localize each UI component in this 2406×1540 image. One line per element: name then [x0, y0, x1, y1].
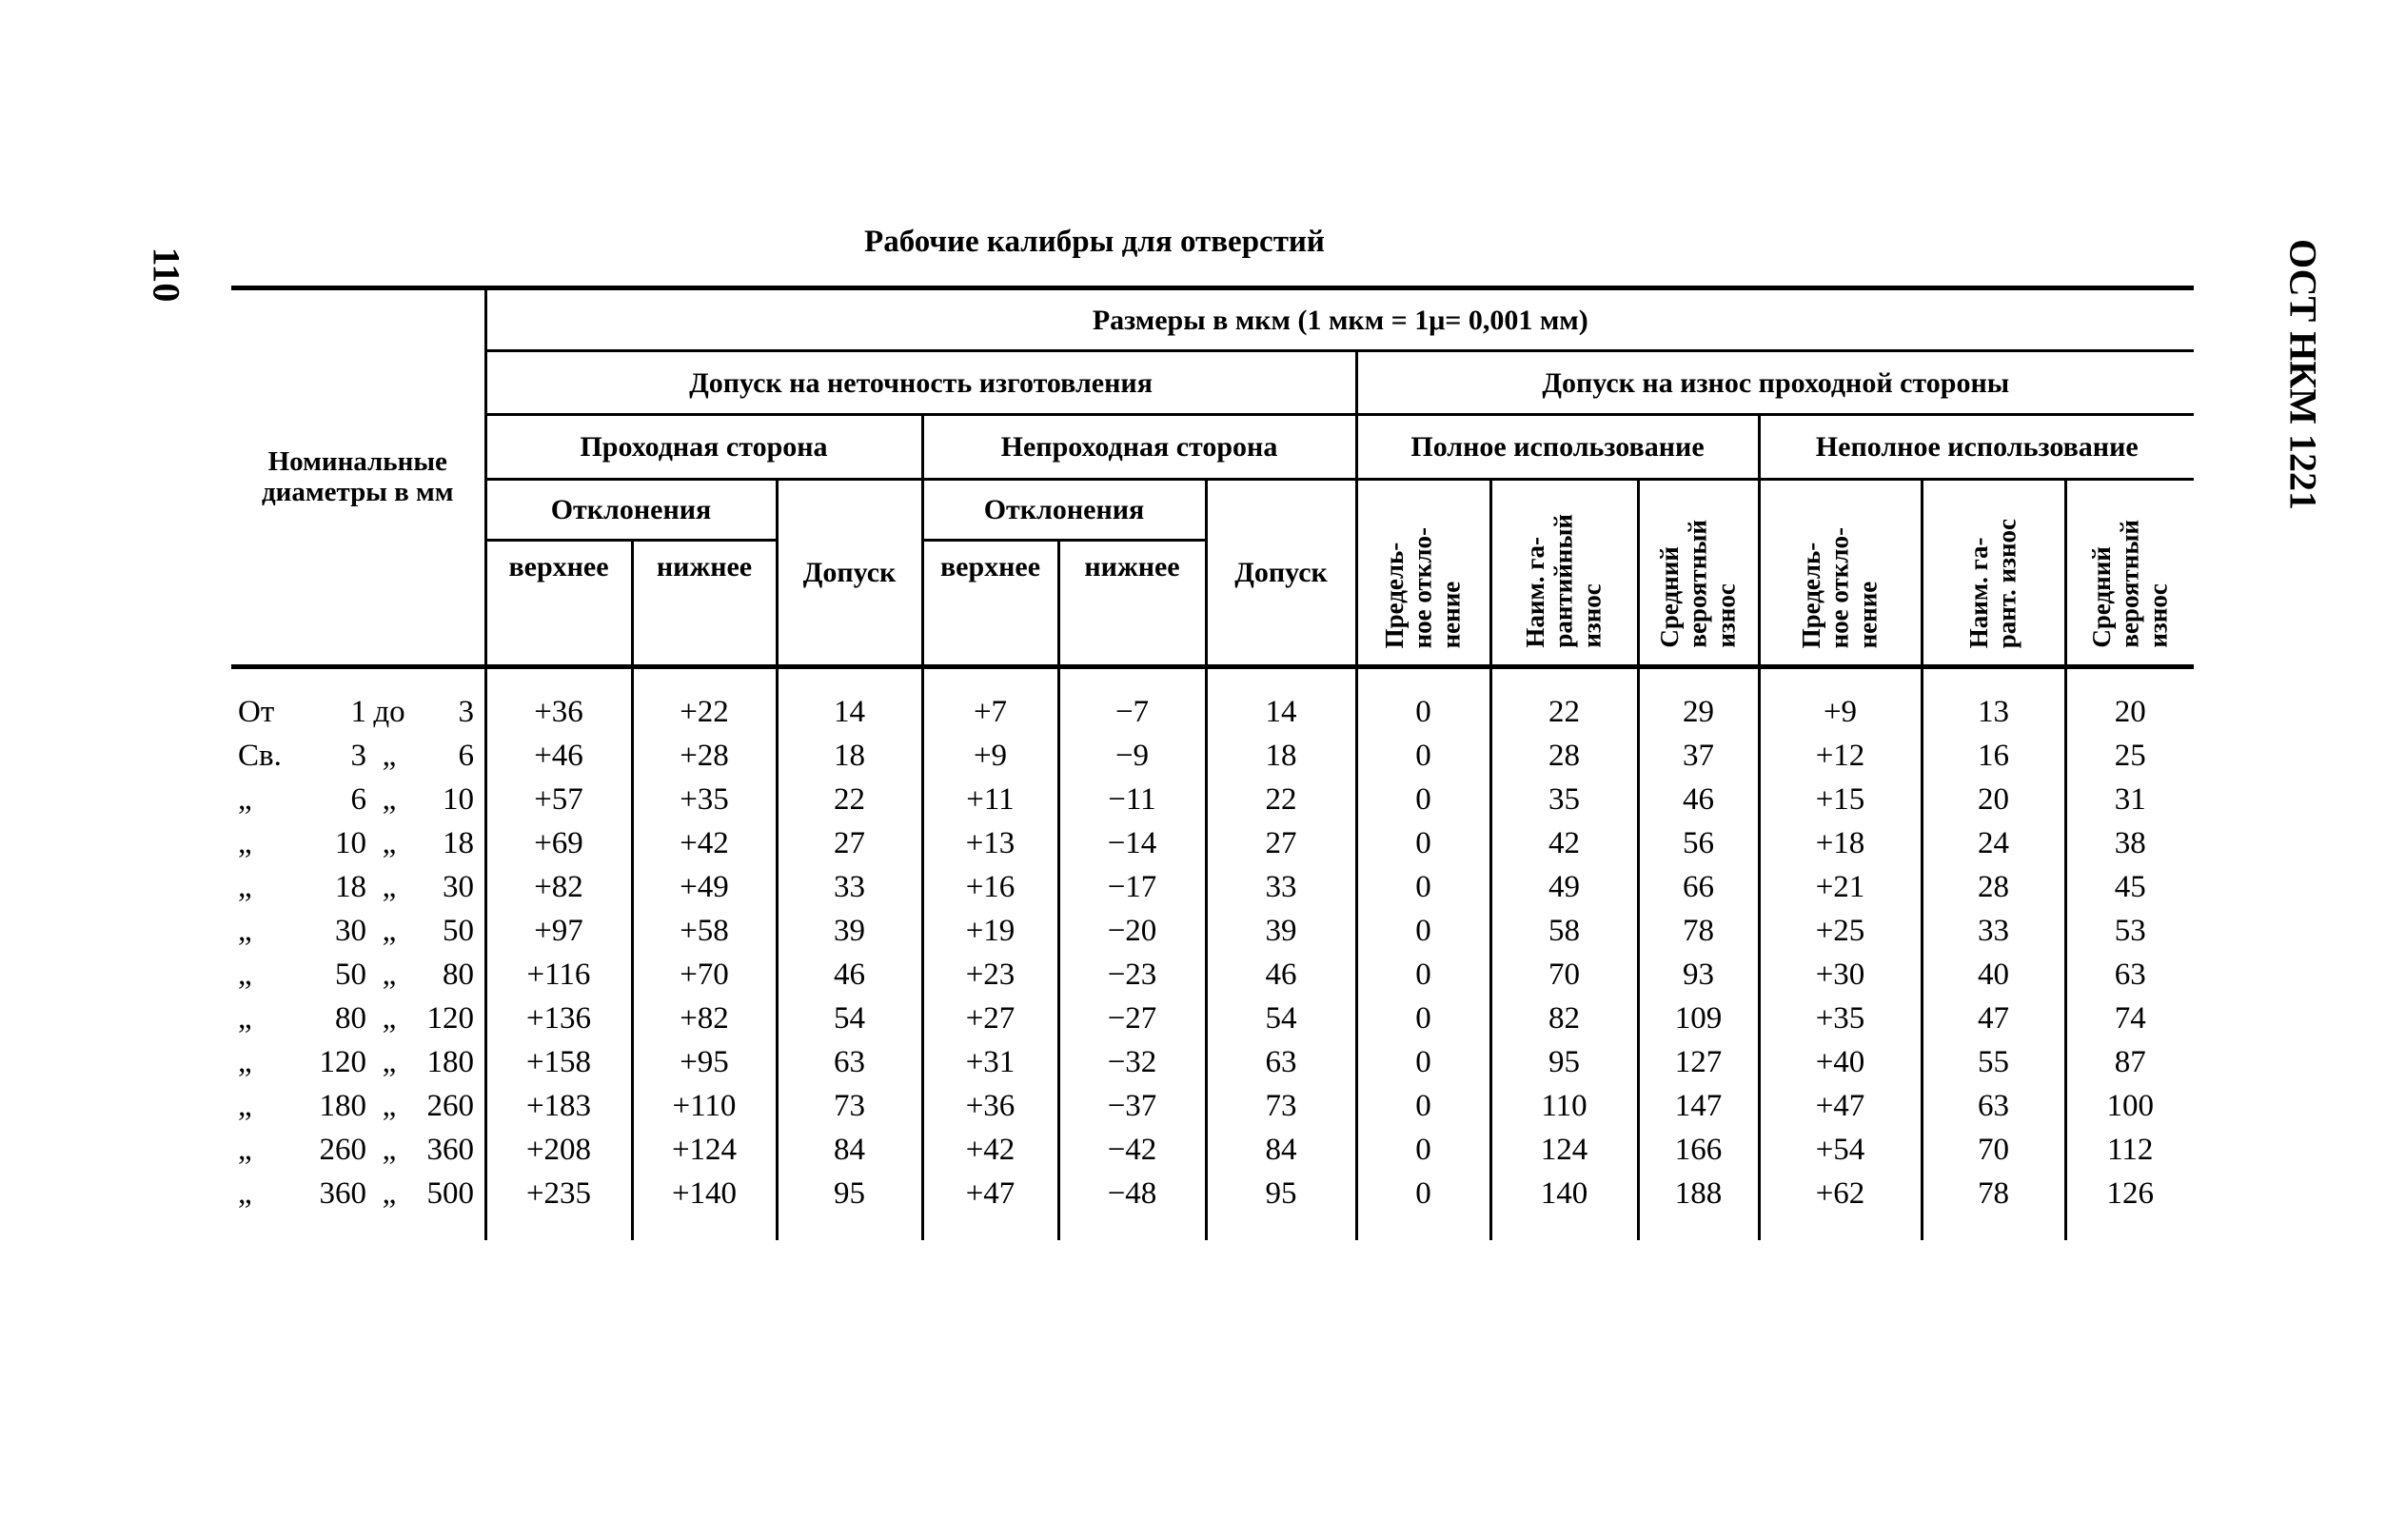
value-cell: 0 — [1356, 909, 1490, 953]
value-cell: +16 — [922, 865, 1058, 909]
value-cell: +95 — [632, 1040, 777, 1084]
value-cell: 28 — [1922, 865, 2065, 909]
value-cell: +42 — [632, 821, 777, 865]
table-row — [231, 997, 2194, 1040]
value-cell: 46 — [1638, 778, 1759, 821]
value-cell: 127 — [1638, 1040, 1759, 1084]
value-cell: +158 — [485, 1040, 632, 1084]
value-cell: 18 — [777, 734, 922, 778]
value-cell: 100 — [2065, 1084, 2194, 1128]
table-row — [231, 1084, 2194, 1128]
value-cell: 112 — [2065, 1128, 2194, 1172]
value-cell: +31 — [922, 1040, 1058, 1084]
header-go-deviations: Отклонения — [485, 480, 777, 541]
value-cell: −17 — [1058, 865, 1206, 909]
value-cell: +54 — [1759, 1128, 1922, 1172]
range-to: 50 — [443, 913, 474, 948]
table-row — [231, 1172, 2194, 1215]
value-cell: +116 — [485, 953, 632, 997]
value-cell: −20 — [1058, 909, 1206, 953]
value-cell: 147 — [1638, 1084, 1759, 1128]
value-cell: 42 — [1490, 821, 1638, 865]
value-cell: −27 — [1058, 997, 1206, 1040]
value-cell: 93 — [1638, 953, 1759, 997]
range-to: 120 — [426, 1000, 474, 1036]
header-full-limit-deviation: Предель- ное откло- нение — [1379, 526, 1466, 648]
range-prefix: От — [238, 694, 275, 729]
value-cell: 35 — [1490, 778, 1638, 821]
range-to: 180 — [426, 1044, 474, 1079]
value-cell: −48 — [1058, 1172, 1206, 1215]
value-cell: +183 — [485, 1084, 632, 1128]
range-to: 6 — [458, 738, 474, 773]
range-prefix: Св. — [238, 738, 282, 773]
value-cell: +136 — [485, 997, 632, 1040]
value-cell: 124 — [1490, 1128, 1638, 1172]
diameter-range-cell — [231, 1084, 485, 1128]
range-to-word: „ — [382, 1044, 397, 1079]
value-cell: 63 — [1922, 1084, 2065, 1128]
value-cell: 16 — [1922, 734, 2065, 778]
value-cell: +11 — [922, 778, 1058, 821]
range-to-word: „ — [382, 781, 397, 817]
value-cell: 78 — [1922, 1172, 2065, 1215]
range-prefix: „ — [238, 781, 252, 817]
value-cell: +15 — [1759, 778, 1922, 821]
diameter-range-cell — [231, 909, 485, 953]
value-cell: 31 — [2065, 778, 2194, 821]
value-cell: 24 — [1922, 821, 2065, 865]
range-prefix: „ — [238, 825, 252, 860]
table-row — [231, 734, 2194, 778]
value-cell: +19 — [922, 909, 1058, 953]
value-cell: +110 — [632, 1084, 777, 1128]
value-cell: 109 — [1638, 997, 1759, 1040]
value-cell: 110 — [1490, 1084, 1638, 1128]
value-cell: +208 — [485, 1128, 632, 1172]
value-cell: 22 — [1206, 778, 1356, 821]
table-row — [231, 821, 2194, 865]
table-row — [231, 778, 2194, 821]
range-prefix: „ — [238, 1132, 252, 1167]
value-cell: 0 — [1356, 997, 1490, 1040]
range-from: 360 — [319, 1175, 366, 1211]
value-cell: 40 — [1922, 953, 2065, 997]
value-cell: 25 — [2065, 734, 2194, 778]
value-cell: 27 — [1206, 821, 1356, 865]
value-cell: −9 — [1058, 734, 1206, 778]
table-title: Рабочие калибры для отверстий — [864, 225, 1325, 259]
value-cell: 56 — [1638, 821, 1759, 865]
header-partial-limit-deviation: Предель- ное откло- нение — [1796, 526, 1883, 648]
header-nogo-side: Непроходная сторона — [922, 415, 1356, 480]
value-cell: 95 — [1206, 1172, 1356, 1215]
value-cell: 20 — [1922, 778, 2065, 821]
value-cell: +9 — [922, 734, 1058, 778]
value-cell: 70 — [1490, 953, 1638, 997]
range-to-word: „ — [382, 1000, 397, 1036]
range-to: 18 — [443, 825, 474, 860]
header-full-min-wear: Наим. га- рантийный износ — [1520, 514, 1607, 648]
value-cell: 33 — [777, 865, 922, 909]
range-from: 180 — [319, 1088, 366, 1123]
range-to-word: „ — [382, 869, 397, 904]
range-to: 360 — [426, 1132, 474, 1167]
table-row — [231, 1128, 2194, 1172]
value-cell: +13 — [922, 821, 1058, 865]
range-to: 30 — [443, 869, 474, 904]
value-cell: +25 — [1759, 909, 1922, 953]
table-row — [231, 909, 2194, 953]
value-cell: +35 — [632, 778, 777, 821]
header-manufacturing-tolerance: Допуск на неточность изготовления — [485, 351, 1356, 415]
value-cell: 63 — [777, 1040, 922, 1084]
table-body — [231, 667, 2194, 1241]
value-cell: 73 — [777, 1084, 922, 1128]
value-cell: +18 — [1759, 821, 1922, 865]
range-to-word: „ — [382, 1175, 397, 1211]
header-partial-avg-wear: Средний вероятный износ — [2086, 520, 2173, 648]
value-cell: 46 — [1206, 953, 1356, 997]
range-to: 3 — [458, 694, 474, 729]
value-cell: 54 — [777, 997, 922, 1040]
value-cell: 70 — [1922, 1128, 2065, 1172]
value-cell: 95 — [777, 1172, 922, 1215]
range-prefix: „ — [238, 1000, 252, 1036]
range-to: 500 — [426, 1175, 474, 1211]
range-from: 260 — [319, 1132, 366, 1167]
range-from: 80 — [335, 1000, 366, 1036]
value-cell: 166 — [1638, 1128, 1759, 1172]
value-cell: 54 — [1206, 997, 1356, 1040]
value-cell: 73 — [1206, 1084, 1356, 1128]
range-from: 30 — [335, 913, 366, 948]
document-id: ОСТ НКМ 1221 — [2281, 238, 2325, 511]
value-cell: +62 — [1759, 1172, 1922, 1215]
range-prefix: „ — [238, 869, 252, 904]
diameter-range-cell — [231, 1040, 485, 1084]
header-go-lower: нижнее — [632, 541, 777, 667]
value-cell: −42 — [1058, 1128, 1206, 1172]
value-cell: +21 — [1759, 865, 1922, 909]
value-cell: +30 — [1759, 953, 1922, 997]
value-cell: 188 — [1638, 1172, 1759, 1215]
value-cell: +47 — [922, 1172, 1058, 1215]
value-cell: 66 — [1638, 865, 1759, 909]
table-row — [231, 953, 2194, 997]
range-to: 10 — [443, 781, 474, 817]
diameter-range-cell — [231, 778, 485, 821]
diameter-range-cell — [231, 734, 485, 778]
header-sizes: Размеры в мкм (1 мкм = 1μ= 0,001 мм) — [485, 288, 2194, 351]
value-cell: +36 — [485, 690, 632, 734]
value-cell: 78 — [1638, 909, 1759, 953]
range-to: 260 — [426, 1088, 474, 1123]
range-to-word: „ — [382, 825, 397, 860]
value-cell: +9 — [1759, 690, 1922, 734]
value-cell: +82 — [632, 997, 777, 1040]
diameter-range-cell — [231, 1172, 485, 1215]
header-go-side: Проходная сторона — [485, 415, 922, 480]
table-row — [231, 865, 2194, 909]
diameter-range-cell — [231, 997, 485, 1040]
table-row — [231, 1040, 2194, 1084]
value-cell: 84 — [1206, 1128, 1356, 1172]
value-cell: 0 — [1356, 734, 1490, 778]
value-cell: 49 — [1490, 865, 1638, 909]
range-prefix: „ — [238, 957, 252, 992]
value-cell: +140 — [632, 1172, 777, 1215]
header-nogo-tolerance: Допуск — [1206, 480, 1356, 667]
value-cell: +97 — [485, 909, 632, 953]
header-full-use: Полное использование — [1356, 415, 1759, 480]
page-number: 110 — [145, 247, 188, 303]
header-partial-min-wear: Наим. га- рант. износ — [1963, 518, 2021, 648]
value-cell: −11 — [1058, 778, 1206, 821]
value-cell: +7 — [922, 690, 1058, 734]
range-to-word: „ — [382, 957, 397, 992]
value-cell: 45 — [2065, 865, 2194, 909]
value-cell: 53 — [2065, 909, 2194, 953]
value-cell: −37 — [1058, 1084, 1206, 1128]
value-cell: 29 — [1638, 690, 1759, 734]
diameter-range-cell — [231, 865, 485, 909]
range-from: 50 — [335, 957, 366, 992]
value-cell: 58 — [1490, 909, 1638, 953]
value-cell: 140 — [1490, 1172, 1638, 1215]
value-cell: 13 — [1922, 690, 2065, 734]
value-cell: 0 — [1356, 865, 1490, 909]
value-cell: +69 — [485, 821, 632, 865]
value-cell: 39 — [1206, 909, 1356, 953]
header-go-tolerance: Допуск — [777, 480, 922, 667]
value-cell: 0 — [1356, 1172, 1490, 1215]
value-cell: +70 — [632, 953, 777, 997]
value-cell: 0 — [1356, 821, 1490, 865]
header-go-upper: верхнее — [485, 541, 632, 667]
range-prefix: „ — [238, 1088, 252, 1123]
value-cell: +82 — [485, 865, 632, 909]
value-cell: 22 — [777, 778, 922, 821]
range-from: 120 — [319, 1044, 366, 1079]
value-cell: 38 — [2065, 821, 2194, 865]
value-cell: 27 — [777, 821, 922, 865]
header-nogo-deviations: Отклонения — [922, 480, 1206, 541]
value-cell: +47 — [1759, 1084, 1922, 1128]
header-partial-use: Неполное использование — [1759, 415, 2194, 480]
range-prefix: „ — [238, 1175, 252, 1211]
range-to-word: „ — [382, 738, 397, 773]
value-cell: +124 — [632, 1128, 777, 1172]
calibers-table — [231, 286, 2194, 1240]
range-prefix: „ — [238, 913, 252, 948]
value-cell: +12 — [1759, 734, 1922, 778]
value-cell: +58 — [632, 909, 777, 953]
range-to: 80 — [443, 957, 474, 992]
range-from: 18 — [335, 869, 366, 904]
value-cell: −32 — [1058, 1040, 1206, 1084]
value-cell: 37 — [1638, 734, 1759, 778]
value-cell: 22 — [1490, 690, 1638, 734]
value-cell: 0 — [1356, 953, 1490, 997]
header-full-avg-wear: Средний вероятный износ — [1654, 520, 1741, 648]
value-cell: +40 — [1759, 1040, 1922, 1084]
value-cell: +27 — [922, 997, 1058, 1040]
table-row — [231, 690, 2194, 734]
value-cell: +36 — [922, 1084, 1058, 1128]
range-prefix: „ — [238, 1044, 252, 1079]
value-cell: 95 — [1490, 1040, 1638, 1084]
value-cell: +22 — [632, 690, 777, 734]
range-from: 6 — [350, 781, 366, 817]
range-to-word: „ — [382, 1132, 397, 1167]
range-to-word: „ — [382, 1088, 397, 1123]
value-cell: 0 — [1356, 690, 1490, 734]
diameter-range-cell — [231, 953, 485, 997]
value-cell: +57 — [485, 778, 632, 821]
diameter-range-cell — [231, 821, 485, 865]
value-cell: 126 — [2065, 1172, 2194, 1215]
header-nominal-diameters: Номинальные диаметры в мм — [231, 288, 485, 667]
value-cell: −23 — [1058, 953, 1206, 997]
header-nogo-lower: нижнее — [1058, 541, 1206, 667]
value-cell: 47 — [1922, 997, 2065, 1040]
value-cell: 0 — [1356, 778, 1490, 821]
header-nogo-upper: верхнее — [922, 541, 1058, 667]
value-cell: +23 — [922, 953, 1058, 997]
value-cell: 87 — [2065, 1040, 2194, 1084]
value-cell: 33 — [1206, 865, 1356, 909]
range-from: 1 — [350, 694, 366, 729]
value-cell: +49 — [632, 865, 777, 909]
value-cell: +28 — [632, 734, 777, 778]
value-cell: 14 — [777, 690, 922, 734]
header-wear-tolerance: Допуск на износ проходной стороны — [1356, 351, 2194, 415]
value-cell: 0 — [1356, 1040, 1490, 1084]
range-to-word: до — [373, 694, 405, 729]
value-cell: 63 — [1206, 1040, 1356, 1084]
value-cell: −14 — [1058, 821, 1206, 865]
value-cell: 33 — [1922, 909, 2065, 953]
range-from: 3 — [350, 738, 366, 773]
value-cell: +35 — [1759, 997, 1922, 1040]
value-cell: 0 — [1356, 1128, 1490, 1172]
value-cell: 55 — [1922, 1040, 2065, 1084]
diameter-range-cell — [231, 690, 485, 734]
value-cell: 20 — [2065, 690, 2194, 734]
value-cell: 84 — [777, 1128, 922, 1172]
value-cell: +46 — [485, 734, 632, 778]
value-cell: −7 — [1058, 690, 1206, 734]
value-cell: 39 — [777, 909, 922, 953]
value-cell: 0 — [1356, 1084, 1490, 1128]
value-cell: 18 — [1206, 734, 1356, 778]
value-cell: 74 — [2065, 997, 2194, 1040]
value-cell: 28 — [1490, 734, 1638, 778]
diameter-range-cell — [231, 1128, 485, 1172]
value-cell: 82 — [1490, 997, 1638, 1040]
range-to-word: „ — [382, 913, 397, 948]
value-cell: +42 — [922, 1128, 1058, 1172]
value-cell: 63 — [2065, 953, 2194, 997]
value-cell: +235 — [485, 1172, 632, 1215]
range-from: 10 — [335, 825, 366, 860]
value-cell: 14 — [1206, 690, 1356, 734]
value-cell: 46 — [777, 953, 922, 997]
